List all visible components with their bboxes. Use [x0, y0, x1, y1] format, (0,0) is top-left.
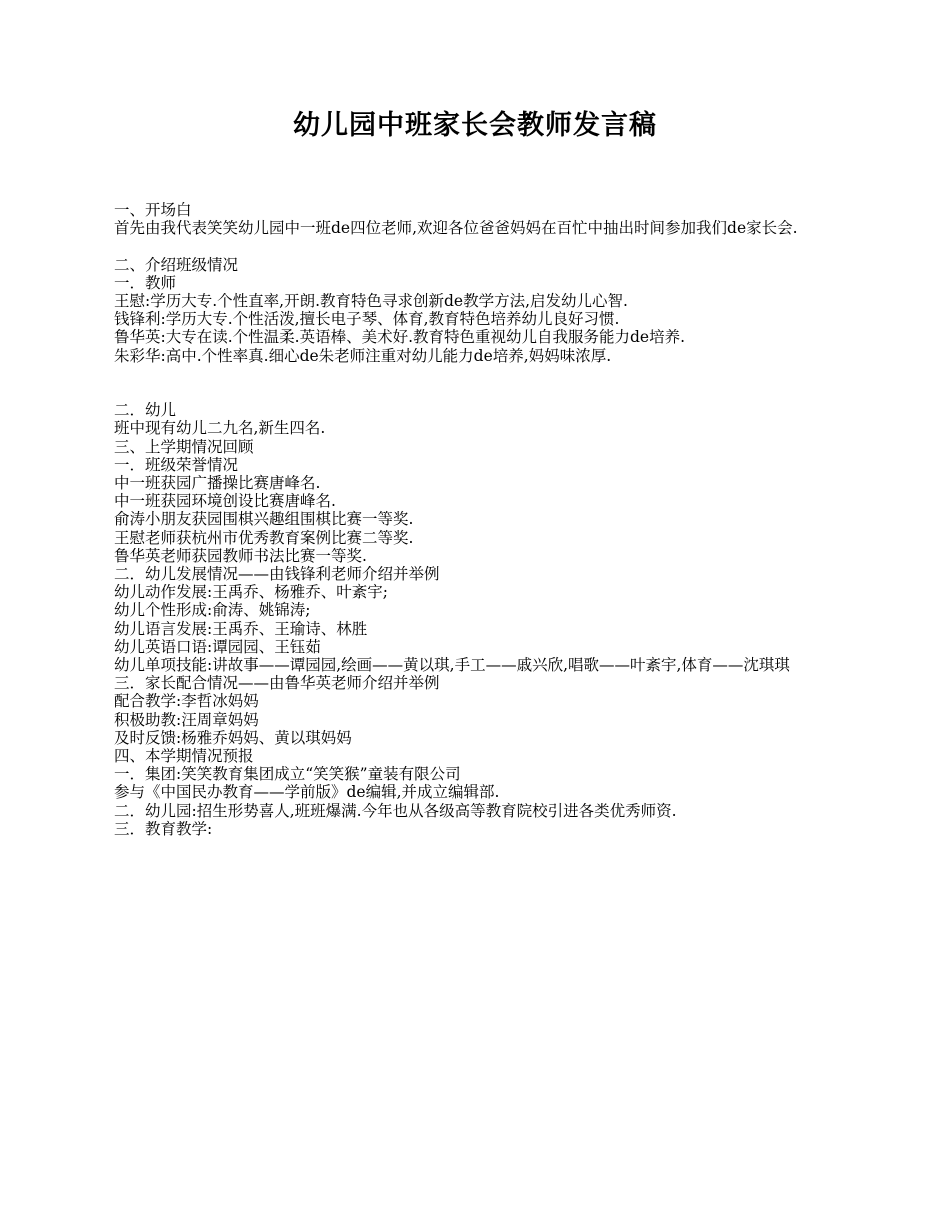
section-heading-last-term: 三、上学期情况回顾 [114, 437, 254, 456]
subheading-children: 二．幼儿 [114, 401, 177, 420]
teacher-line: 王慰:学历大专.个性直率,开朗.教育特色寻求创新de教学方法,启发幼儿心智. [114, 292, 628, 310]
honor-line: 王慰老师获杭州市优秀教育案例比赛二等奖. [114, 528, 414, 547]
teacher-line: 钱锋利:学历大专.个性活泼,擅长电子琴、体育,教育特色培养幼儿良好习惯. [114, 310, 620, 329]
subheading-teachers: 一．教师 [114, 273, 177, 292]
cooperation-line: 积极助教:汪周章妈妈 [114, 710, 259, 729]
development-line: 幼儿个性形成:俞涛、姚锦涛; [114, 601, 311, 620]
honor-line: 鲁华英老师获园教师书法比赛一等奖. [114, 546, 367, 565]
teacher-line: 鲁华英:大专在读.个性温柔.英语棒、美术好.教育特色重视幼儿自我服务能力de培养. [114, 328, 686, 347]
honor-line: 俞涛小朋友获园围棋兴趣组围棋比赛一等奖. [114, 510, 414, 529]
cooperation-line: 配合教学:李哲冰妈妈 [114, 692, 259, 711]
development-line: 幼儿英语口语:谭园园、王钰茹 [114, 637, 321, 656]
blank-lines [114, 365, 844, 401]
section-heading-opening: 一、开场白 [114, 201, 192, 219]
blank-line [114, 237, 844, 255]
document-body [114, 201, 844, 838]
teacher-line: 朱彩华:高中.个性率真.细心de朱老师注重对幼儿能力de培养,妈妈味浓厚. [114, 346, 612, 365]
plan-line: 三．教育教学: [114, 819, 213, 838]
honor-line: 中一班获园广播操比赛唐峰名. [114, 474, 321, 493]
section-heading-class-intro: 二、介绍班级情况 [114, 255, 239, 274]
cooperation-line: 及时反馈:杨雅乔妈妈、黄以琪妈妈 [114, 728, 352, 747]
section-heading-this-term: 四、本学期情况预报 [114, 747, 254, 766]
subheading-honors: 一．班级荣誉情况 [114, 455, 239, 474]
development-line: 幼儿动作发展:王禹乔、杨雅乔、叶紊宇; [114, 583, 388, 602]
subheading-child-development: 二．幼儿发展情况——由钱锋利老师介绍并举例 [114, 565, 440, 584]
paragraph-welcome: 首先由我代表笑笑幼儿园中一班de四位老师,欢迎各位爸爸妈妈在百忙中抽出时间参加我们de家长会. [114, 219, 798, 238]
document-title: 幼儿园中班家长会教师发言稿 [293, 110, 657, 141]
subheading-parent-cooperation: 三．家长配合情况——由鲁华英老师介绍并举例 [114, 674, 440, 693]
paragraph-children-count: 班中现有幼儿二九名,新生四名. [114, 419, 326, 438]
development-line: 幼儿单项技能:讲故事——谭园园,绘画——黄以琪,手工——戚兴欣,唱歌——叶紊宇,体育——沈琪琪 [114, 656, 790, 675]
plan-line: 二．幼儿园:招生形势喜人,班班爆满.今年也从各级高等教育院校引进各类优秀师资. [114, 801, 677, 820]
plan-line: 一．集团:笑笑教育集团成立“笑笑猴”童装有限公司 [114, 765, 461, 784]
honor-line: 中一班获园环境创设比赛唐峰名. [114, 492, 336, 511]
plan-line: 参与《中国民办教育——学前版》de编辑,并成立编辑部. [114, 783, 500, 802]
development-line: 幼儿语言发展:王禹乔、王瑜诗、林胜 [114, 619, 368, 638]
